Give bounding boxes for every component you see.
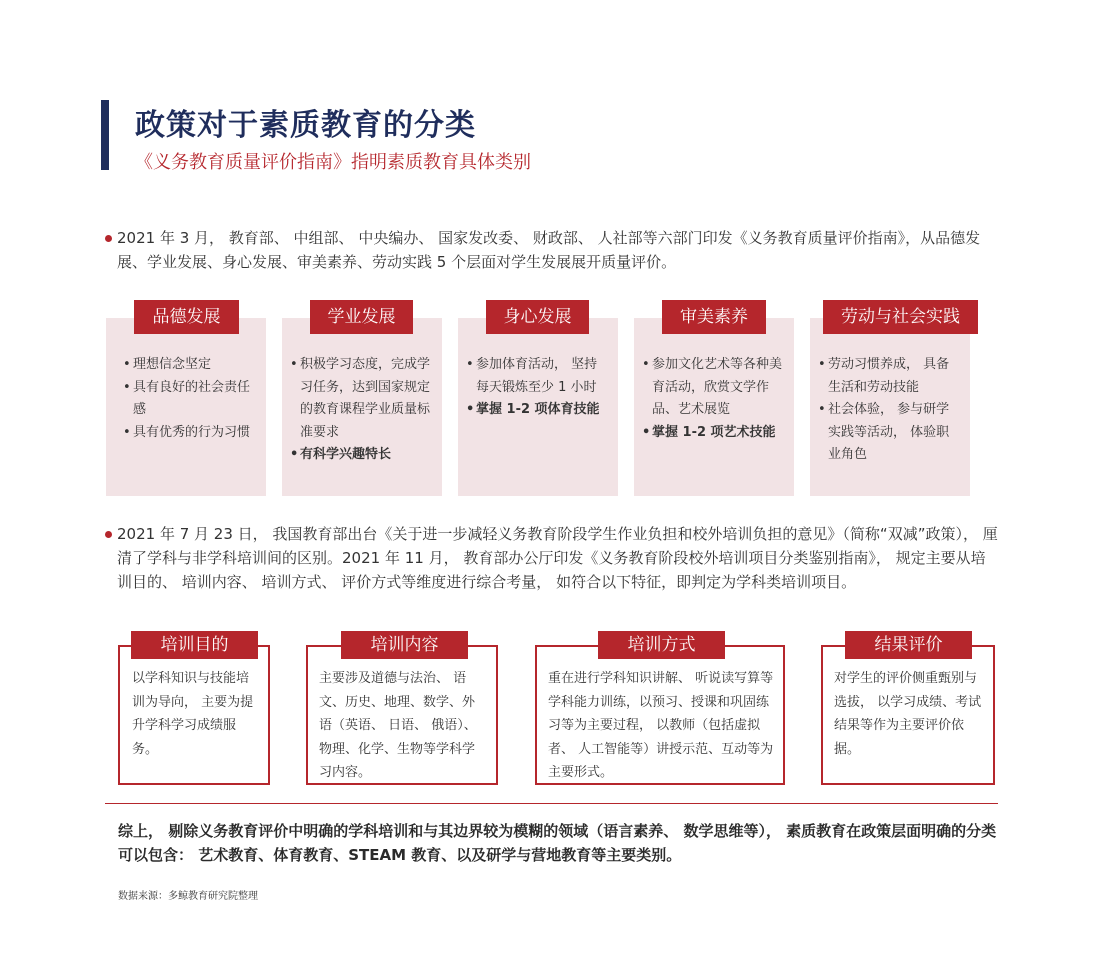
criteria-text: 主要涉及道德与法治、 语文、历史、地理、数学、外语（英语、 日语、 俄语）、物理、化学、生物等学科学习内容。	[319, 671, 477, 780]
page-subtitle: 《义务教育质量评价指南》指明素质教育具体类别	[135, 152, 531, 173]
category-title: 劳动与社会实践	[823, 300, 978, 334]
list-item: • 具有优秀的行为习惯	[124, 422, 252, 445]
criteria-title: 培训目的	[131, 631, 258, 659]
summary-text: 综上， 剔除义务教育评价中明确的学科培训和与其边界较为模糊的领域（语言素养、 数学思维等）， 素质教育在政策层面明确的分类可以包含： 艺术教育、体育教育、STEAM 教育、以及研学与营地教育等主要类别。	[118, 822, 997, 864]
criteria-text: 重在进行学科知识讲解、 听说读写算等学科能力训练，以预习、授课和巩固练习等为主要过程， 以教师（包括虚拟者、 人工智能等）讲授示范、互动等为主要形式。	[548, 671, 774, 780]
category-items	[819, 354, 959, 467]
criteria-title: 结果评价	[845, 631, 972, 659]
category-title: 身心发展	[486, 300, 589, 334]
list-item: • 参加体育活动， 坚持每天锻炼至少 1 小时	[467, 354, 607, 399]
policy-paragraph-text: 2021 年 7 月 23 日， 我国教育部出台《关于进一步减轻义务教育阶段学生作业负担和校外培训负担的意见》（简称“双减”政策）， 厘清了学科与非学科培训间的区别。2021 年 11 月， 教育部办公厅印发《义务教育阶段校外培训项目分类鉴别指南》， 规定主要从培训目的、 培训内容、 培训方式、 评价方式等维度进行综合考量， 如符合以下特征，即判定为学科类培训项目。	[117, 525, 998, 591]
category-title: 品德发展	[134, 300, 239, 334]
list-item: • 掌握 1-2 项体育技能	[467, 399, 607, 422]
criteria-text: 以学科知识与技能培训为导向， 主要为提升学科学习成绩服务。	[132, 671, 254, 757]
list-item: • 具有良好的社会责任感	[124, 377, 252, 422]
intro-paragraph-text: 2021 年 3 月， 教育部、 中组部、 中央编办、 国家发改委、 财政部、 人社部等六部门印发《义务教育质量评价指南》，从品德发展、学业发展、身心发展、审美素养、劳动实践 5 个层面对学生发展展开质量评价。	[117, 229, 981, 271]
source-note: 数据来源：多鲸教育研究院整理	[118, 891, 258, 902]
divider	[105, 803, 998, 804]
list-item: • 社会体验， 参与研学实践等活动， 体验职业角色	[819, 399, 959, 467]
criteria-title: 培训方式	[598, 631, 725, 659]
list-item: • 劳动习惯养成， 具备生活和劳动技能	[819, 354, 959, 399]
page-title: 政策对于素质教育的分类	[135, 108, 476, 143]
list-item: • 参加文化艺术等各种美育活动，欣赏文学作品、艺术展览	[643, 354, 783, 422]
intro-paragraph	[105, 226, 1000, 274]
list-item: • 积极学习态度，完成学习任务，达到国家规定的教育课程学业质量标准要求	[291, 354, 431, 444]
bullet-dot-icon	[105, 235, 112, 242]
category-items	[291, 354, 431, 467]
criteria-title: 培训内容	[341, 631, 468, 659]
title-accent-bar	[101, 100, 109, 170]
bullet-dot-icon	[105, 531, 112, 538]
list-item: • 掌握 1-2 项艺术技能	[643, 422, 783, 445]
category-items	[467, 354, 607, 422]
category-title: 审美素养	[662, 300, 766, 334]
policy-paragraph	[105, 522, 1000, 594]
category-title: 学业发展	[310, 300, 413, 334]
criteria-text: 对学生的评价侧重甄别与选拔， 以学习成绩、考试结果等作为主要评价依据。	[834, 671, 982, 757]
category-items	[124, 354, 252, 444]
category-items	[643, 354, 783, 444]
list-item: • 有科学兴趣特长	[291, 444, 431, 467]
list-item: • 理想信念坚定	[124, 354, 252, 377]
